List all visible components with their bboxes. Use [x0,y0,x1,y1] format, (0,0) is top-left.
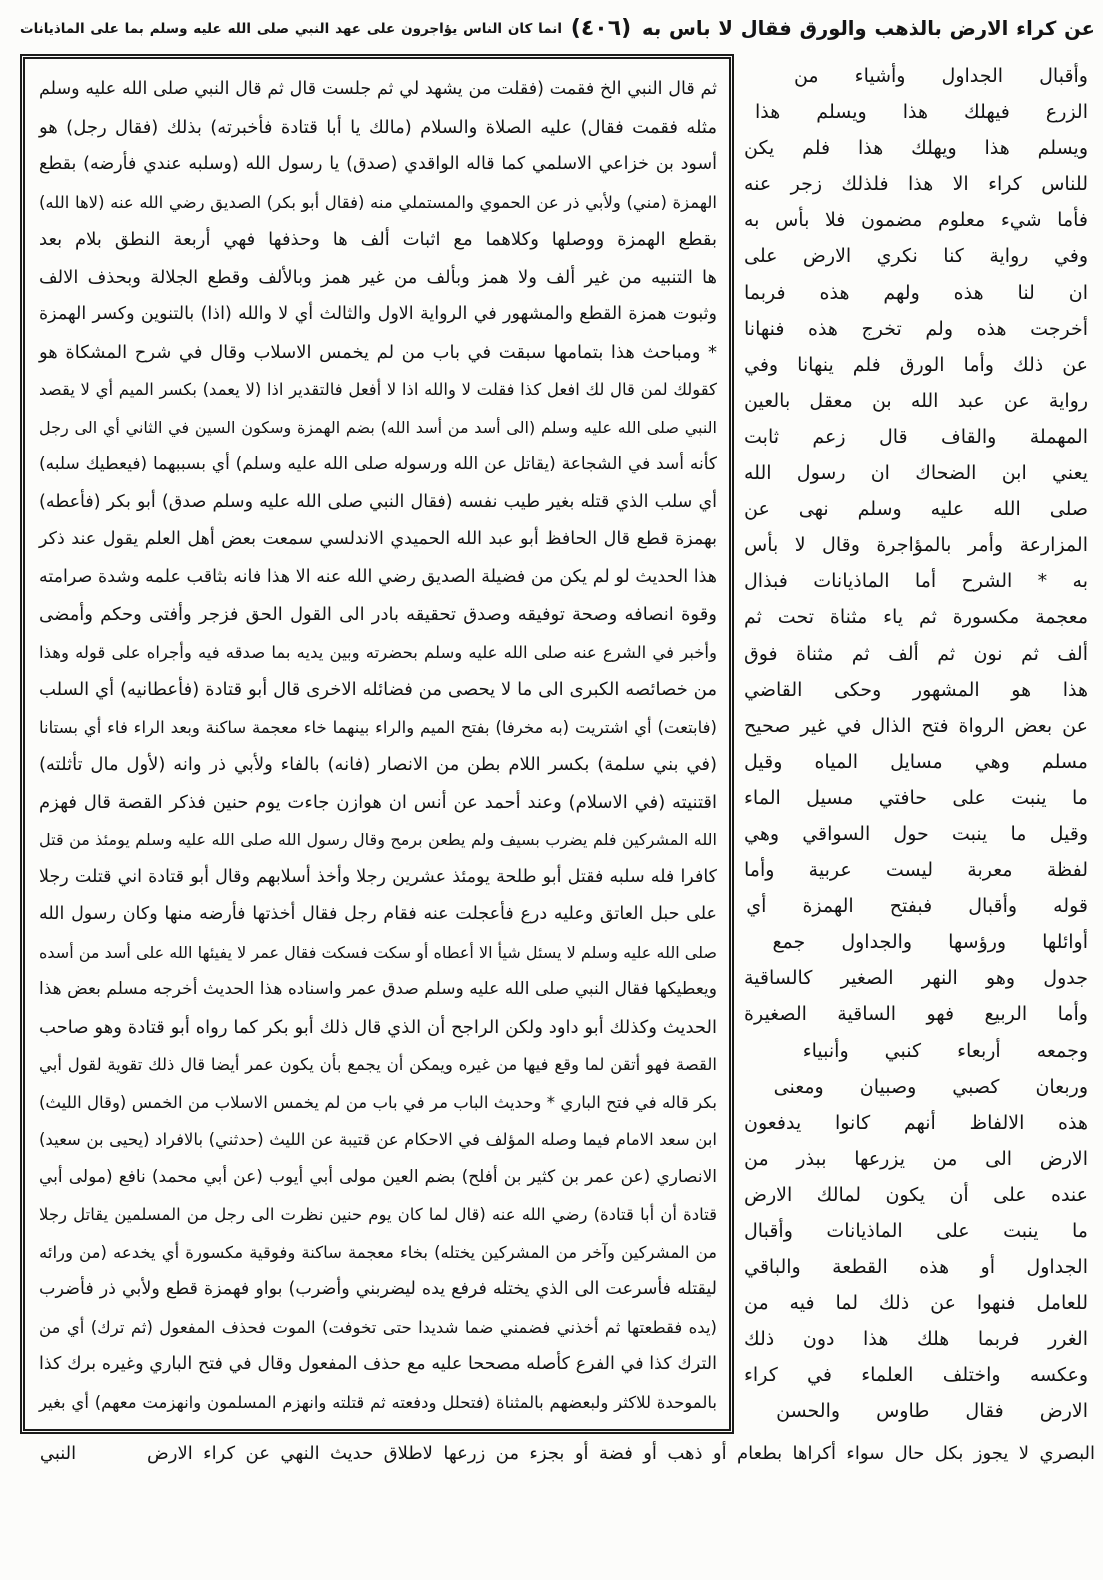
margin-line [742,1069,1088,1105]
commentary-line [37,1084,717,1122]
margin-line [742,383,1088,419]
commentary-line-text: الله المشركين فلم يضرب بسيف ولم يطعن برمح وقال رسول الله صلى الله عليه وسلم يومئذ من قتل [39,830,717,849]
commentary-line-text: بالموحدة للاكثر ولبعضهم بالمثناة (فتحلل ودفعته ثم قتلته وانهزم المسلمون وانهزمت معهم) أي بغير [39,1392,717,1412]
commentary-line [37,1346,717,1384]
commentary-line [37,259,717,297]
margin-line-text: ألف ثم نون ثم ألف ثم مثناة فوق [744,642,1088,665]
footer-spacer [98,1437,145,1471]
margin-line-text: المهملة والقاف قال زعم ثابت [744,425,1088,448]
commentary-line [37,184,717,222]
commentary-line-text: (يده فقطعتها ثم أخذني فضمني ضما شديدا حتى تخوفت) الموت فحذف المفعول (ثم ترك) أي من [39,1317,717,1337]
margin-line [742,347,1088,383]
margin-text-column [742,58,1088,1432]
margin-line [742,672,1088,708]
margin-line-text: وعكسه واختلف العلماء في كراء [744,1364,1088,1387]
commentary-line-text: الترك كذا في الفرع كأصله مصححا عليه مع حذف المفعول وقال في فتح الباري وغيره برك كذا [39,1354,717,1374]
margin-line [742,527,1088,563]
commentary-line-text: بقطع الهمزة ووصلها وكلاهما مع اثبات ألف ها وحذفها فهي أربعة النطق بلام بعد [39,229,717,250]
margin-line-text: مسلم وهي مسايل المياه وقيل [744,750,1088,773]
commentary-line [37,1121,717,1159]
margin-line [742,924,1088,960]
commentary-line [37,446,717,484]
commentary-line [37,596,717,634]
commentary-line [37,371,717,409]
commentary-text-block [37,71,717,1425]
margin-line-text: هذه الالفاظ أنهم كانوا يدفعون [744,1111,1088,1134]
margin-line-text: ويسلم هذا ويهلك هذا فلم يكن [744,137,1088,160]
margin-line-text: ما ينبت على الماذيانات وأقبال [744,1220,1088,1242]
commentary-line-text: ها التنبيه من غير ألف ولا همز وبألف من غير همز وبالألف وقطع الجلالة وبحذف الالف [39,266,717,288]
commentary-line-text: ابن سعد الامام فيما وصله المؤلف في الاحكام عن قتيبة عن الليث (حدثني) بالافراد (يحيى بن سعيد) [39,1130,717,1149]
commentary-line [37,821,717,859]
margin-line [742,58,1088,94]
margin-line-text: معجمة مكسورة ثم ياء مثناة تحت ثم [744,606,1088,629]
commentary-line-text: بهمزة قطع قال الحافظ أبو عبد الله الحميدي الاندلسي سمعت بعض أهل العلم يقول عند ذكر [39,529,717,549]
page-number [562,8,640,50]
margin-line-text: عن بعض الرواة فتح الذال في غير صحيح [744,714,1088,737]
margin-line [742,1033,1088,1069]
commentary-line [37,109,717,147]
commentary-line-text: على حبل العاتق وعليه درع فأعجلت عنه فقام رجل فقال أخذتها فأرضه منها وكان رسول الله [39,904,717,924]
commentary-line-text: قتادة أن أبا قتادة) رضي الله عنه (قال لما كان يوم حنين نظرت الى رجل من المسلمين يقاتل رجلا [39,1205,717,1224]
commentary-line-text: النبي صلى الله عليه وسلم (الى أسد من أسد الله) بضم الهمزة وسكون السين في الثاني أي الى رجل [39,417,717,437]
margin-line [742,1321,1088,1357]
margin-line-text: به * الشرح أما الماذيانات فبذال [744,570,1088,593]
margin-line-text: رواية عن عبد الله بن معقل بالعين [744,389,1088,412]
commentary-line [37,334,717,372]
margin-line [742,744,1088,780]
commentary-line-text: من المشركين وآخر من المشركين يختله) بخاء معجمة ساكنة وفوقية مكسورة أي يخدعه (من ورائه [39,1242,717,1262]
commentary-line-text: ثم قال النبي الخ فقمت (فقلت من يشهد لي ثم جلست قال ثم قال النبي صلى الله عليه وسلم [39,79,717,99]
header-matn-end [18,8,562,50]
margin-line-text: وفي رواية كنا نكري الارض على [744,245,1088,268]
commentary-line [37,746,717,784]
margin-line [742,888,1088,924]
margin-line-text: وربعان كصبي وصبيان ومعنى [773,1075,1088,1098]
commentary-line-text: كقولك لمن قال لك افعل كذا فقلت لا والله اذا لا أفعل فالتقدير اذا (لا يعمد) بكسر الميم أي لا يقصد [39,380,717,399]
margin-line-text: الغرر فربما هلك هذا دون ذلك [744,1328,1088,1351]
commentary-line [37,296,717,334]
commentary-line-text: ويعطيكها فقال النبي صلى الله عليه وسلم صدق عمر واسناده هذا الحديث أخرجه مسلم بعض هذا [39,979,717,999]
commentary-line-text: بكر قاله في فتح الباري * وحديث الباب مر في باب من لم يخمس الاسلاب من الخمس (وقال الليث) [39,1092,717,1112]
margin-line-text: أخرجت هذه ولم تخرج هذه فنهانا [744,317,1088,340]
margin-line [742,852,1088,888]
page-header-matn-line [18,8,1095,50]
margin-line [742,1393,1088,1429]
commentary-line [37,634,717,672]
commentary-line [37,896,717,934]
commentary-line [37,146,717,184]
margin-line [742,636,1088,672]
commentary-line [37,409,717,447]
margin-line-text: للناس كراء الا هذا فلذلك زجر عنه [744,173,1088,196]
margin-line-text: أوائلها ورؤسها والجداول جمع [772,931,1088,954]
commentary-line [37,521,717,559]
commentary-line [37,1196,717,1234]
margin-line-text: وقيل ما ينبت حول السواقي وهي [744,822,1088,845]
commentary-line [37,71,717,109]
margin-line-text: صلى الله عليه وسلم نهى عن [744,498,1088,521]
catchword [18,1437,98,1471]
commentary-line-text: الهمزة (مني) ولأبي ذر عن الحموي والمستملي منه (فقال أبو بكر) الصديق رضي الله عنه (لاها الله) [39,192,717,212]
commentary-line [37,671,717,709]
margin-line-text: للعامل فنهوا عن ذلك لما فيه من [744,1292,1088,1315]
commentary-line [37,1309,717,1347]
margin-line-text: الارض فقال طاوس والحسن [776,1400,1088,1423]
margin-line [742,1105,1088,1141]
margin-line [742,816,1088,852]
commentary-line-text: * ومباحث هذا بتمامها سبقت في باب من لم يخمس الاسلاب وقال في شرح المشكاة هو [39,341,717,363]
commentary-line [37,709,717,747]
margin-line [742,599,1088,635]
commentary-line-text: وقوة انصافه وصحة توفيقه وصدق تحقيقه بادر الى القول الحق فزجر وأفتى وحكم وأمضى [39,604,717,625]
margin-line [742,491,1088,527]
margin-line-text: المزارعة وأمر بالمؤاجرة وقال لا بأس [744,534,1088,557]
margin-line-text: الجداول أو هذه القطعة والباقي [744,1256,1088,1279]
commentary-line [37,971,717,1009]
margin-line-text: وجمعه أربعاء كنبي وأنبياء [802,1039,1088,1062]
catchword-text: النبي [39,1443,77,1464]
margin-line-text: الارض الى من يزرعها ببذر من [744,1147,1088,1170]
margin-line [742,1177,1088,1213]
commentary-line [37,934,717,972]
header-matn-start-text: عن كراء الارض بالذهب والورق فقال لا باس به [642,17,1095,40]
margin-line [742,780,1088,816]
margin-line-text: الزرع فيهلك هذا ويسلم هذا [755,101,1088,124]
margin-line [742,1357,1088,1393]
commentary-line [37,859,717,897]
margin-line-text: قوله وأقبال فبفتح الهمزة أي [746,895,1088,918]
header-matn-start [640,8,1095,50]
commentary-line-text: هذا الحديث لو لم يكن من فضيلة الصديق رضي الله عنه الا هذا فانه بثاقب علمه وشدة صرامته [39,566,717,587]
commentary-line [37,221,717,259]
margin-line-text: ان لنا هذه ولهم هذه فربما [744,281,1088,304]
margin-line [742,1285,1088,1321]
commentary-line-text: مثله فقمت فقال) عليه الصلاة والسلام (مالك يا أبا قتادة فأخبرته) بذلك (فقال رجل) هو [39,116,717,138]
commentary-line-text: القصة فهو أتقن لما وقع فيها من غيره ويمكن أن يجمع بأن يكون عمر أيضا قال ذلك تقوية لقول أبي [39,1055,717,1074]
margin-line [742,311,1088,347]
commentary-line [37,559,717,597]
commentary-line-text: ليقتله فأسرعت الى الذي يختله فرفع يده ليضربني وأضرب) بواو فهمزة قطع ولأبي ذر فأضرب [39,1279,717,1299]
margin-line-text: جدول وهو النهر الصغير كالساقية [744,967,1088,990]
margin-line [742,708,1088,744]
commentary-line-text: كأنه أسد في الشجاعة (يقاتل عن الله ورسوله صلى الله عليه وسلم) أي بسببهما (فيعطيك سلبه) [39,454,717,474]
margin-line-text: ما ينبت على حافتي مسيل الماء [744,786,1088,809]
margin-line-text: يعني ابن الضحاك ان رسول الله [744,462,1088,485]
commentary-line-text: اقتنيته (في الاسلام) وعند أحمد عن أنس ان هوازن جاءت يوم حنين فذكر القصة قال فهزم [39,791,717,813]
margin-line-text: لفظة معربة ليست عربية وأما [744,859,1088,882]
margin-line-text: وأقبال الجداول وأشياء من [793,65,1088,87]
commentary-line-text: صلى الله عليه وسلم لا يسئل شيأ الا أعطاه أو سكت فسكت فقال عمر لا يفيئها الله على أسد من أسده [39,942,717,962]
margin-line [742,166,1088,202]
commentary-frame [20,54,734,1434]
commentary-line-text: أي سلب الذي قتله بغير طيب نفسه (فقال النبي صلى الله عليه وسلم صدق) أبو بكر (فأعطه) [39,491,717,512]
commentary-line [37,1384,717,1422]
margin-line [742,1213,1088,1249]
margin-line [742,960,1088,996]
commentary-line-text: أسود بن خزاعي الاسلمي كما قاله الواقدي (صدق) يا رسول الله (وسلبه عندي فأرضه) بقطع [39,154,717,174]
commentary-line [37,1009,717,1047]
margin-line [742,563,1088,599]
commentary-line [37,484,717,522]
page-footer-line [18,1437,1095,1471]
commentary-line [37,1271,717,1309]
commentary-line [37,1046,717,1084]
commentary-line-text: وأخبر في الشرع عنه صلى الله عليه وسلم بحضرته وبين يديه بما صدقه فيه وأجراه على قوله وهذا [39,642,717,662]
commentary-line-text: من خصائصه الكبرى الى ما لا يحصى من فضائله الاخرى قال أبو قتادة (فأعطانيه) أي السلب [39,679,717,700]
margin-line [742,455,1088,491]
margin-line-text: عن ذلك وأما الورق فلم ينهانا وفي [744,353,1088,376]
margin-line [742,1249,1088,1285]
commentary-line [37,1159,717,1197]
margin-line [742,1141,1088,1177]
commentary-line-text: (فابتعت) أي اشتريت (به مخرفا) بفتح الميم والراء بينهما خاء معجمة ساكنة وبعد الراء فاء أي بستانا [39,717,717,737]
commentary-line-text: الانصاري (عن عمر بن كثير بن أفلح) بضم العين مولى أبي أيوب (عن أبي محمد) نافع (مولى أبي [39,1166,717,1187]
margin-line-text: هذا هو المشهور وحكى القاضي [744,678,1088,701]
footer-text-content: البصري لا يجوز بكل حال سواء أكراها بطعام أو ذهب أو فضة أو بجزء من زرعها لاطلاق حديث النهي عن كراء الارض [147,1443,1095,1464]
commentary-line [37,1234,717,1272]
margin-line [742,419,1088,455]
margin-line [742,996,1088,1032]
margin-line [742,130,1088,166]
margin-line-text: وأما الربيع فهو الساقية الصغيرة [744,1003,1088,1026]
commentary-line-text: الحديث وكذلك أبو داود ولكن الراجح أن الذي قال ذلك أبو بكر كما رواه أبو قتادة وهو صاحب [39,1016,717,1038]
commentary-line-text: (في بني سلمة) بكسر اللام بطن من الانصار (فانه) بالفاء ولأبي ذر وانه (لأول مال تأثلته) [39,754,717,775]
margin-line [742,275,1088,311]
header-matn-end-text: انما كان الناس يؤاجرون على عهد النبي صلى الله عليه وسلم بما على الماذيانات [20,21,562,37]
page-number-text: (٤٠٦) [570,16,632,41]
footer-text [145,1437,1095,1471]
margin-line [742,238,1088,274]
commentary-line-text: وثبوت همزة القطع والمشهور في الرواية الاول والثالث أي لا والله (اذا) بالتنوين وكسر الهمزة [39,304,717,324]
margin-line-text: فأما شيء معلوم مضمون فلا بأس به [744,209,1088,232]
margin-line [742,202,1088,238]
commentary-line [37,784,717,822]
margin-line-text: عنده على أن يكون لمالك الارض [744,1183,1088,1206]
commentary-line-text: كافرا فله سلبه فقتل أبو طلحة يومئذ عشرين رجلا وأخذ أسلابهم وقال أبو قتادة اني قتلت رجلا [39,866,717,887]
margin-line [742,94,1088,130]
